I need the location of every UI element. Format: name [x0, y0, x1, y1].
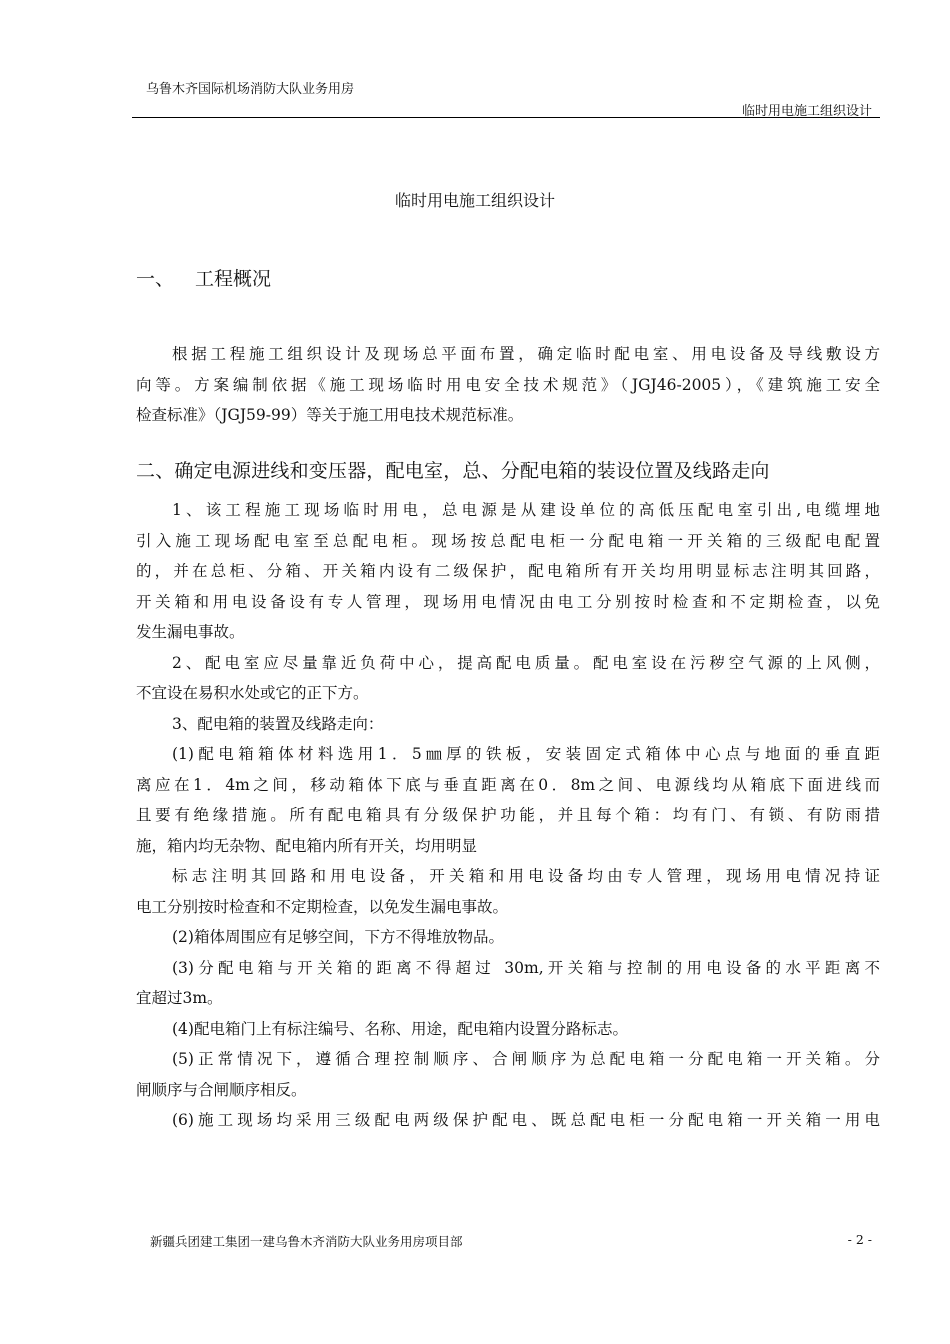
- footer-company: 新疆兵团建工集团一建乌鲁木齐消防大队业务用房项目部: [150, 1234, 463, 1249]
- paragraph-line: 的，并在总柜、分箱、开关箱内设有二级保护，配电箱所有开关均用明显标志注明其回路，: [136, 562, 880, 580]
- header-rule: [132, 117, 880, 118]
- paragraph-line: 标志注明其回路和用电设备，开关箱和用电设备均由专人管理，现场用电情况持证: [172, 867, 880, 885]
- paragraph-line: (4)配电箱门上有标注编号、名称、用途，配电箱内设置分路标志。: [172, 1019, 628, 1038]
- paragraph-line: 闸顺序与合闸顺序相反。: [136, 1080, 307, 1099]
- paragraph-line: 电工分别按时检查和不定期检查，以免发生漏电事故。: [136, 897, 509, 916]
- paragraph-line: 引入施工现场配电室至总配电柜。现场按总配电柜一分配电箱一开关箱的三级配电配置: [136, 531, 880, 550]
- paragraph-line: 且要有绝缘措施。所有配电箱具有分级保护功能，并且每个箱：均有门、有锁、有防雨措: [136, 806, 880, 824]
- paragraph-line: 3、配电箱的装置及线路走向：: [172, 714, 384, 733]
- footer-page-number: - 2 -: [847, 1232, 872, 1247]
- paragraph-line: 离应在1．4m之间，移动箱体下底与垂直距离在0．8m之间、电源线均从箱底下面进线而: [136, 775, 880, 794]
- header-project: 乌鲁木齐国际机场消防大队业务用房: [146, 82, 355, 97]
- header-doc-title: 临时用电施工组织设计: [741, 104, 872, 119]
- paragraph-line: 2、配电室应尽量靠近负荷中心，提高配电质量。配电室设在污秽空气源的上风侧，: [172, 653, 880, 672]
- paragraph-line: (3)分配电箱与开关箱的距离不得超过 30m,开关箱与控制的用电设备的水平距离不: [172, 958, 880, 977]
- paragraph-line: 1、该工程施工现场临时用电，总电源是从建设单位的高低压配电室引出,电缆埋地: [172, 501, 880, 519]
- paragraph-line: 施，箱内均无杂物、配电箱内所有开关，均用明显: [136, 836, 478, 855]
- paragraph-line: (6)施工现场均采用三级配电两级保护配电、既总配电柜一分配电箱一开关箱一用电: [172, 1111, 880, 1129]
- paragraph-line: 根据工程施工组织设计及现场总平面布置，确定临时配电室、用电设备及导线敷设方: [172, 345, 880, 363]
- paragraph-line: 向等。方案编制依据《施工现场临时用电安全技术规范》（JGJ46-2005），《建筑施工安全: [136, 375, 880, 394]
- paragraph-line: 发生漏电事故。: [136, 623, 245, 641]
- paragraph-line: (1)配电箱箱体材料选用1．5㎜厚的铁板，安装固定式箱体中心点与地面的垂直距: [172, 745, 880, 763]
- paragraph-line: 开关箱和用电设备设有专人管理，现场用电情况由电工分别按时检查和不定期检查，以免: [136, 592, 880, 611]
- section2-body: [136, 495, 880, 1136]
- paragraph-line: 检查标准》（JGJ59-99）等关于施工用电技术规范标准。: [136, 406, 524, 424]
- paragraph-line: (2)箱体周围应有足够空间，下方不得堆放物品。: [172, 928, 504, 946]
- paragraph-line: 不宜设在易积水处或它的正下方。: [136, 684, 369, 702]
- section1-paragraph: [136, 339, 880, 431]
- document-title: 临时用电施工组织设计: [394, 191, 555, 210]
- paragraph-line: 宜超过3m。: [136, 989, 223, 1007]
- section2-title: 二、确定电源进线和变压器，配电室，总、分配电箱的装设位置及线路走向: [136, 460, 770, 482]
- paragraph-line: (5)正常情况下，遵循合理控制顺序、合闸顺序为总配电箱一分配电箱一开关箱。分: [172, 1050, 880, 1068]
- section1-number: 一、: [136, 268, 175, 290]
- section1-title: 工程概况: [195, 268, 272, 290]
